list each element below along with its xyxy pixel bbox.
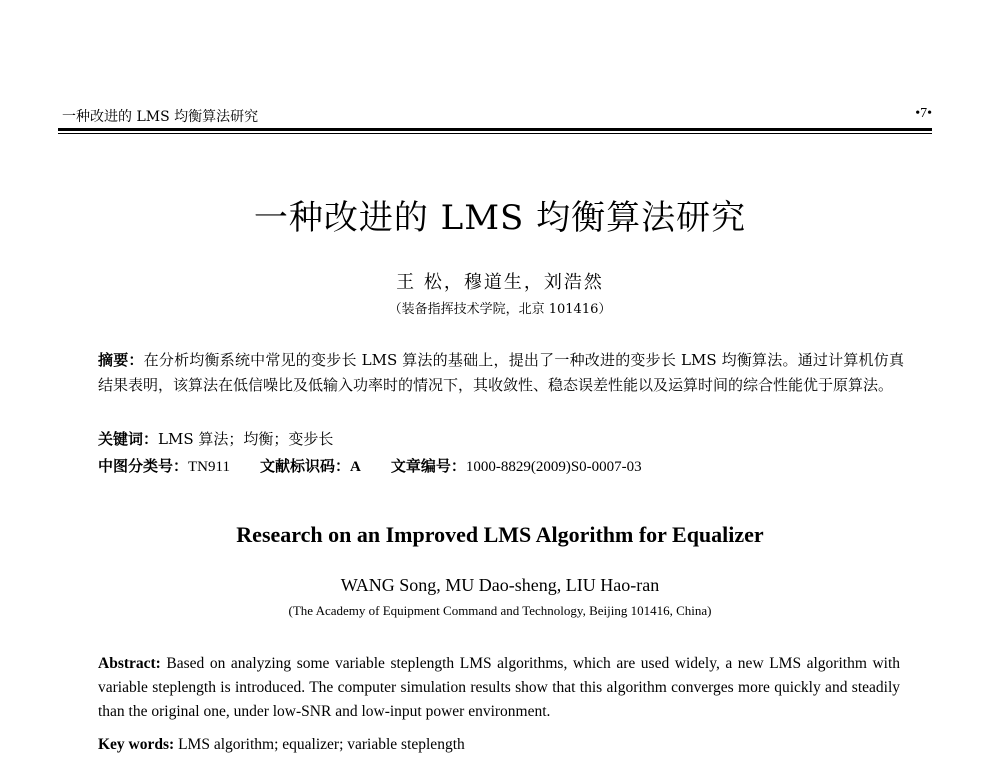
chinese-affiliation: （装备指挥技术学院，北京 101416）: [388, 302, 612, 317]
chinese-title: 一种改进的 LMS 均衡算法研究: [253, 198, 747, 238]
running-header-title: 一种改进的 LMS 均衡算法研究: [62, 109, 259, 125]
clc-label: 中图分类号：: [98, 457, 189, 475]
chinese-keywords-text: LMS 算法；均衡；变步长: [158, 430, 334, 448]
english-keywords-label: Key words:: [98, 736, 175, 753]
chinese-keywords-label: 关键词：: [98, 430, 159, 448]
chinese-abstract: [98, 348, 904, 398]
english-keywords-text: LMS algorithm; equalizer; variable steplength: [178, 736, 465, 753]
english-abstract: [98, 652, 900, 724]
header-rule-thick: [58, 128, 932, 131]
page-number: •7•: [915, 106, 932, 121]
clc-value: TN911: [188, 459, 230, 475]
chinese-abstract-label: 摘要：: [98, 351, 144, 369]
header-rule-thin: [58, 133, 932, 134]
chinese-abstract-text: 在分析均衡系统中常见的变步长 LMS 算法的基础上，提出了一种改进的变步长 LMS 均衡算法。通过计算机仿真结果表明，该算法在低信噪比及低输入功率时的情况下，其收敛性、稳态误差性能以及运算时间的综合性能优于原算法。: [98, 351, 904, 394]
classification-line: [98, 455, 642, 476]
doc-code-value: A: [349, 459, 361, 475]
english-abstract-label: Abstract:: [98, 655, 161, 672]
chinese-authors: 王 松，穆道生，刘浩然: [396, 272, 604, 293]
english-affiliation: (The Academy of Equipment Command and Technology, Beijing 101416, China): [288, 603, 712, 618]
english-authors: WANG Song, MU Dao-sheng, LIU Hao-ran: [340, 575, 660, 595]
article-id-label: 文章编号：: [390, 457, 466, 475]
article-id-value: 1000-8829(2009)S0-0007-03: [465, 459, 642, 475]
chinese-keywords: [98, 428, 333, 449]
english-title: Research on an Improved LMS Algorithm for Equalizer: [236, 522, 764, 547]
english-abstract-text: Based on analyzing some variable steplength LMS algorithms, which are used widely, a new LMS algorithm with variable steplength is introduced. The computer simulation results show that this algorithm converges more quickly and steadily than the original one, under low-SNR and low-input power environment.: [98, 655, 900, 720]
running-header: [62, 104, 932, 130]
doc-code-label: 文献标识码：: [259, 457, 350, 475]
english-keywords: [98, 736, 465, 754]
